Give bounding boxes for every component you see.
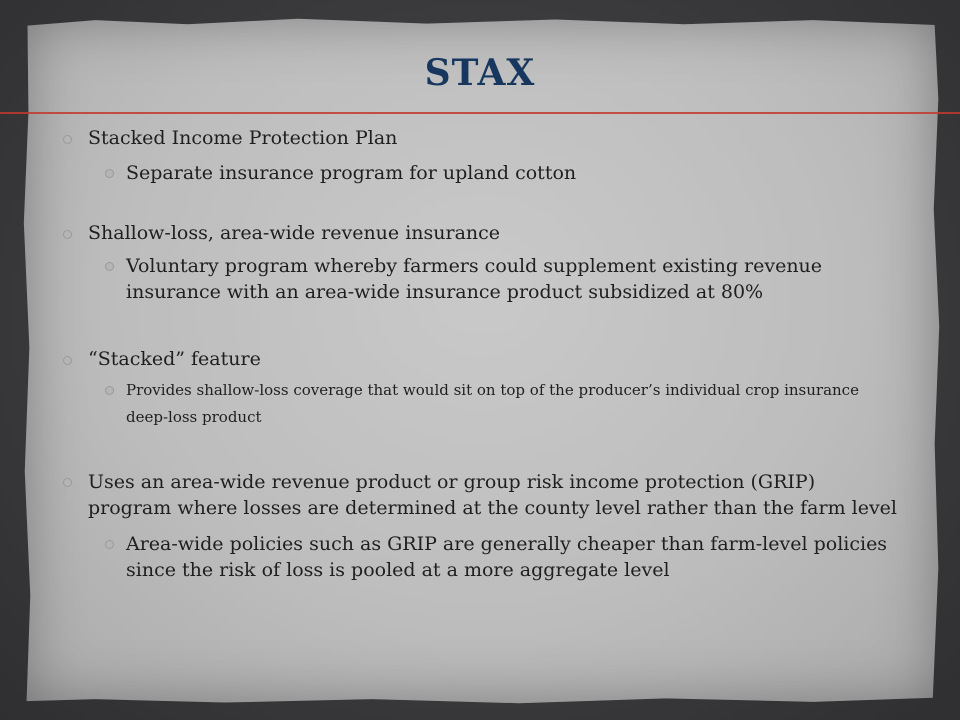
slide-title: STAX	[424, 52, 536, 94]
bullet-icon	[64, 479, 71, 486]
bullet-item	[62, 221, 902, 246]
sub-bullet-item	[62, 253, 902, 305]
sub-bullet-icon	[106, 263, 113, 270]
bullet-icon	[64, 357, 71, 364]
bullet-item	[62, 469, 902, 521]
bullet-item	[62, 347, 902, 372]
sub-bullet-item	[62, 160, 902, 186]
bullet-icon	[64, 136, 71, 143]
sub-bullet-text: Provides shallow-loss coverage that would sit on top of the producer’s individual crop insurance deep-loss product	[126, 381, 859, 426]
title-divider	[0, 112, 960, 114]
bullet-text: Uses an area-wide revenue product or group risk income protection (GRIP) program where losses are determined at the county level rather than the farm level	[88, 471, 898, 519]
sub-bullet-item	[62, 531, 902, 583]
bullet-text: “Stacked” feature	[88, 348, 261, 370]
sub-bullet-text: Voluntary program whereby farmers could supplement existing revenue insurance with an area-wide insurance product subsidized at 80%	[126, 255, 823, 303]
bullet-text: Shallow-loss, area-wide revenue insurance	[88, 222, 501, 244]
sub-bullet-text: Separate insurance program for upland cotton	[126, 162, 577, 184]
bullet-item	[62, 126, 902, 151]
bullet-text: Stacked Income Protection Plan	[88, 127, 398, 149]
sub-bullet-icon	[106, 170, 113, 177]
bullet-icon	[64, 231, 71, 238]
bullet-list	[62, 126, 902, 583]
sub-bullet-text: Area-wide policies such as GRIP are generally cheaper than farm-level policies since the risk of loss is pooled at a more aggregate level	[126, 533, 888, 581]
sub-bullet-icon	[106, 387, 113, 394]
sub-bullet-icon	[106, 541, 113, 548]
sub-bullet-item	[62, 377, 902, 431]
